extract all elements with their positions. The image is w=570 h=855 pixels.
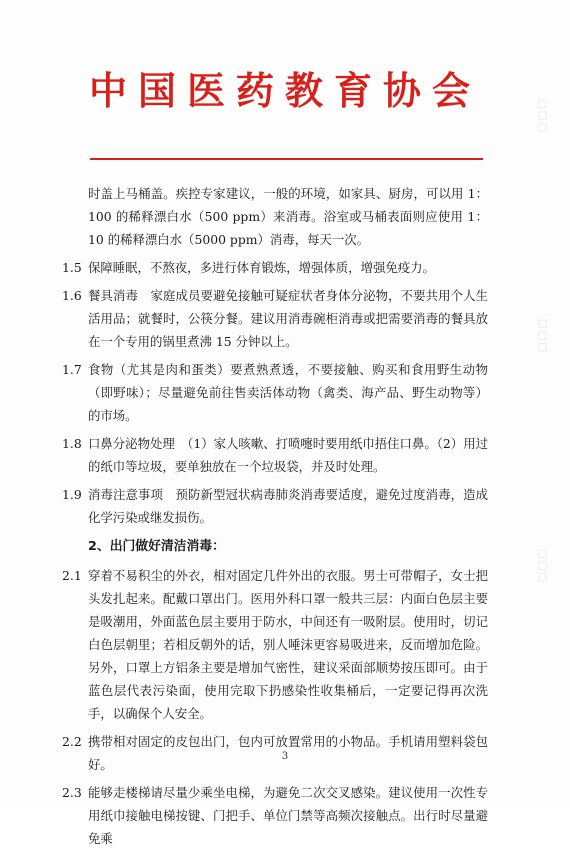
paragraph-number: 1.5 bbox=[62, 260, 82, 275]
watermark-glyph: ☐☐☐ bbox=[535, 318, 549, 355]
paragraph-continued bbox=[88, 182, 488, 251]
paragraph-text: 能够走楼梯请尽量少乘坐电梯，为避免二次交叉感染。建议使用一次性专用纸巾接触电梯按键、门把手、单位门禁等高频次接触点。出行时尽量避免乘 bbox=[88, 785, 488, 846]
paragraph-number: 2.1 bbox=[62, 568, 82, 583]
paragraph-text: 食物（尤其是肉和蛋类）要煮熟煮透，不要接触、购买和食用野生动物（即野味）；尽量避免前往售卖活体动物（禽类、海产品、野生动物等）的市场。 bbox=[88, 362, 488, 423]
paragraph-text: 餐具消毒 家庭成员要避免接触可疑症状者身体分泌物，不要共用个人生活用品；就餐时，公筷分餐。建议用消毒碗柜消毒或把需要消毒的餐具放在一个专用的锅里煮沸 15 分钟以上。 bbox=[88, 288, 488, 349]
paragraph-number: 1.7 bbox=[62, 362, 82, 377]
paragraph-text: 保障睡眠，不熬夜，多进行体育锻炼，增强体质，增强免疫力。 bbox=[88, 260, 435, 275]
paragraph-1-7 bbox=[62, 358, 488, 427]
section-heading: 2、出门做好清洁消毒： bbox=[88, 539, 225, 554]
organization-title: 中国医药教育协会 bbox=[88, 68, 481, 113]
paragraph-1-5 bbox=[62, 256, 488, 279]
paragraph-text: 携带相对固定的皮包出门，包内可放置常用的小物品。手机请用塑料袋包好。 bbox=[88, 734, 488, 772]
paragraph-text: 消毒注意事项 预防新型冠状病毒肺炎消毒要适度，避免过度消毒，造成化学污染或继发损伤。 bbox=[88, 487, 488, 525]
paragraph-number: 2.2 bbox=[62, 734, 82, 749]
paragraph-text: 穿着不易积尘的外衣，相对固定几件外出的衣服。男士可带帽子，女士把头发扎起来。配戴口罩出门。医用外科口罩一般共三层：内面白色层主要是吸潮用，外面蓝色层主要用于防水，中间还有一吸附层。使用时，切记白色层朝里；若相反朝外的话，别人唾沫更容易吸进来，反而增加危险。另外，口罩上方铝条主要是增加气密性，建议采面部顺势按压即可。由于蓝色层代表污染面，使用完取下扔感染性收集桶后，一定要记得再次洗手，以确保个人安全。 bbox=[88, 568, 488, 721]
paragraph-number: 1.8 bbox=[62, 436, 82, 451]
header-divider bbox=[90, 158, 483, 160]
paragraph-2-1 bbox=[62, 564, 488, 725]
watermark-glyph: ☐☐☐ bbox=[535, 98, 549, 135]
paragraph-number: 2.3 bbox=[62, 785, 82, 800]
paragraph-number: 1.6 bbox=[62, 288, 82, 303]
paragraph-1-8 bbox=[62, 432, 488, 478]
paragraph-number: 1.9 bbox=[62, 487, 82, 502]
watermark-glyph: ☐☐☐ bbox=[535, 548, 549, 585]
paragraph-1-6 bbox=[62, 284, 488, 353]
paragraph-text: 口鼻分泌物处理 （1）家人咳嗽、打喷嚏时要用纸巾捂住口鼻。（2）用过的纸巾等垃圾，要单独放在一个垃圾袋，并及时处理。 bbox=[88, 436, 488, 474]
paragraph-text: 时盖上马桶盖。疾控专家建议，一般的环境，如家具、厨房，可以用 1：100 的稀释漂白水（500 ppm）来消毒。浴室或马桶表面则应使用 1：10 的稀释漂白水（5000 ppm）消毒，每天一次。 bbox=[88, 186, 488, 247]
paragraph-1-9 bbox=[62, 483, 488, 529]
page-number: 3 bbox=[281, 751, 289, 762]
paragraph-2-3 bbox=[62, 781, 488, 850]
